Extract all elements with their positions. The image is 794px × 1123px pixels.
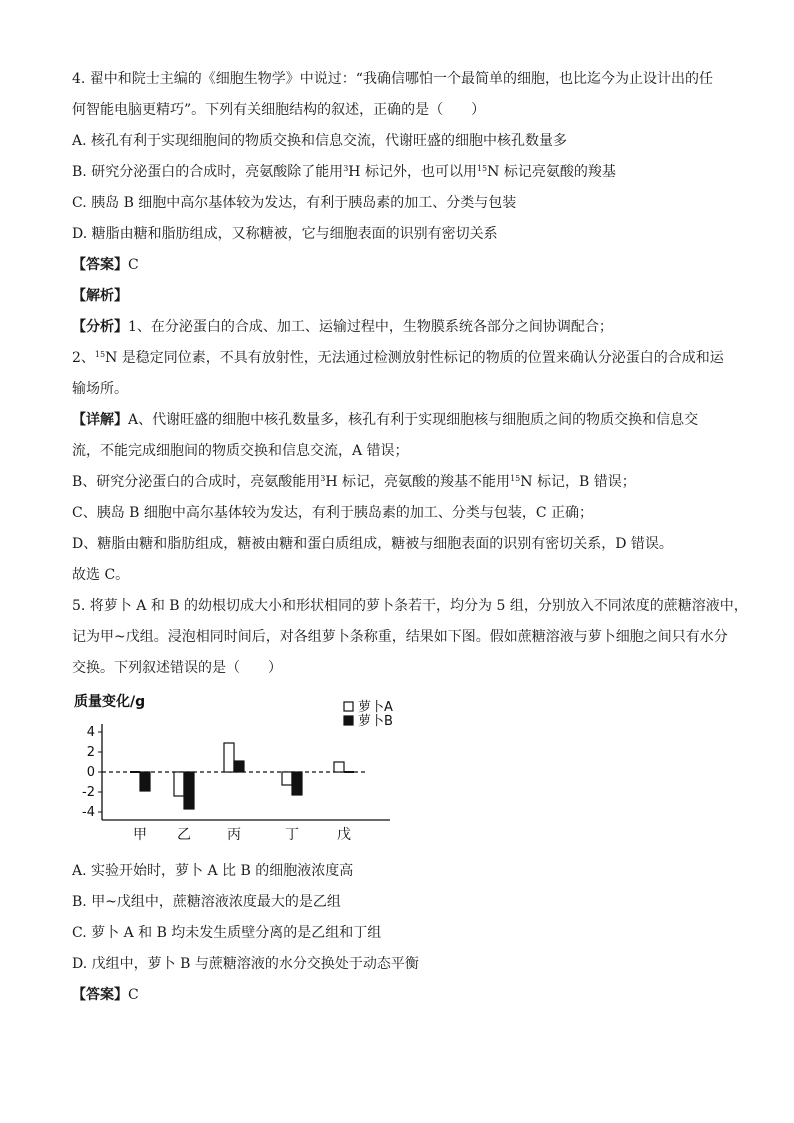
fenxi-tag: 【分析】 — [72, 319, 128, 335]
y-tick-label: 0 — [86, 765, 95, 780]
q4-option-b — [72, 157, 732, 188]
bar-b — [234, 761, 244, 772]
analysis-tag: 【解析】 — [72, 288, 128, 304]
q4-option-b-sup-2: 15 — [476, 164, 488, 173]
q4-option-d: D. 糖脂由糖和脂肪组成，又称糖被，它与细胞表面的识别有密切关系 — [72, 226, 498, 242]
bar-b — [292, 772, 302, 795]
legend-label: 萝卜B — [358, 714, 393, 729]
q5-option-b: B. 甲~戊组中，蔗糖溶液浓度最大的是乙组 — [72, 894, 341, 910]
xiangjie-b-mid: H 标记，亮氨酸的羧基不能用 — [325, 474, 511, 490]
q4-option-b-sup-1: 3 — [343, 164, 349, 173]
q4-stem-line-1: 4. 翟中和院士主编的《细胞生物学》中说过：“我确信哪怕一个最简单的细胞，也比迄今为止设计出的任 — [72, 71, 713, 87]
q5-option-a: A. 实验开始时，萝卜 A 比 B 的细胞液浓度高 — [72, 863, 354, 879]
legend-swatch — [344, 702, 353, 711]
bar-b — [184, 772, 194, 809]
q4-fenxi-2a — [72, 343, 732, 374]
fenxi-text-1: 1、在分泌蛋白的合成、加工、运输过程中，生物膜系统各部分之间协调配合； — [128, 319, 613, 335]
q5-stem-line-2: 记为甲~戊组。浸泡相同时间后，对各组萝卜条称重，结果如下图。假如蔗糖溶液与萝卜细胞之间只有水分 — [72, 629, 728, 645]
chart-svg — [72, 692, 412, 852]
answer-tag: 【答案】 — [72, 257, 128, 273]
x-category-label: 乙 — [177, 827, 191, 843]
q4-answer — [72, 250, 732, 281]
q4-xiangjie-d: D、糖脂由糖和脂肪组成，糖被由糖和蛋白质组成，糖被与细胞表面的识别有密切关系，D 错误。 — [72, 536, 673, 552]
bar-a — [174, 772, 184, 796]
legend-swatch — [344, 716, 353, 725]
answer-tag: 【答案】 — [72, 987, 128, 1003]
mass-change-chart — [72, 692, 732, 852]
document-page — [72, 64, 748, 1011]
q4-fenxi-2b: 输场所。 — [72, 381, 128, 397]
q5-stem-line-1: 5. 将萝卜 A 和 B 的幼根切成大小和形状相同的萝卜条若干，均分为 5 组，分别放入不同浓度的蔗糖溶液中， — [72, 598, 748, 614]
answer-value: C — [128, 987, 139, 1003]
q4-option-c: C. 胰岛 B 细胞中高尔基体较为发达，有利于胰岛素的加工、分类与包装 — [72, 195, 517, 211]
xiangjie-b-post: N 标记，B 错误； — [520, 474, 636, 490]
x-category-label: 甲 — [133, 827, 147, 843]
q4-xiangjie-b — [72, 467, 732, 498]
y-tick-label: -2 — [82, 785, 95, 800]
fenxi-2-sup: 15 — [94, 350, 106, 359]
y-tick-label: 2 — [86, 745, 95, 760]
q4-fenxi-1 — [72, 312, 732, 343]
fenxi-2-text: N 是稳定同位素，不具有放射性，无法通过检测放射性标记的物质的位置来确认分泌蛋白的合成和运 — [105, 350, 724, 366]
bar-b — [140, 772, 150, 791]
bar-a — [224, 743, 234, 772]
q4-option-b-mid: H 标记外，也可以用 — [348, 164, 477, 180]
q4-conclusion: 故选 C。 — [72, 567, 130, 583]
y-tick-label: -4 — [82, 805, 95, 820]
q4-xiangjie-a2: 流，不能完成细胞间的物质交换和信息交流，A 错误； — [72, 443, 409, 459]
xiangjie-b-sup-1: 3 — [320, 474, 326, 483]
xiangjie-a1-text: A、代谢旺盛的细胞中核孔数量多，核孔有利于实现细胞核与细胞质之间的物质交换和信息交 — [128, 412, 699, 428]
q4-analysis-heading — [72, 281, 732, 312]
q5-stem-line-3: 交换。下列叙述错误的是（ ） — [72, 660, 282, 676]
q4-option-b-post: N 标记亮氨酸的羧基 — [487, 164, 616, 180]
q4-option-a: A. 核孔有利于实现细胞间的物质交换和信息交流，代谢旺盛的细胞中核孔数量多 — [72, 133, 568, 149]
x-category-label: 戊 — [337, 827, 351, 843]
fenxi-2-pre: 2、 — [72, 350, 95, 366]
q4-stem-line-2: 何智能电脑更精巧”。下列有关细胞结构的叙述，正确的是（ ） — [72, 102, 486, 118]
q4-xiangjie-a1 — [72, 405, 732, 436]
q5-answer — [72, 980, 732, 1011]
xiangjie-tag: 【详解】 — [72, 412, 128, 428]
x-category-label: 丁 — [285, 827, 299, 843]
q4-xiangjie-c: C、胰岛 B 细胞中高尔基体较为发达，有利于胰岛素的加工、分类与包装，C 正确； — [72, 505, 594, 521]
legend-label: 萝卜A — [358, 700, 393, 715]
bar-a — [282, 772, 292, 785]
y-tick-label: 4 — [86, 725, 95, 740]
xiangjie-b-sup-2: 15 — [510, 474, 521, 483]
q5-option-d: D. 戊组中，萝卜 B 与蔗糖溶液的水分交换处于动态平衡 — [72, 956, 419, 972]
q5-option-c: C. 萝卜 A 和 B 均未发生质壁分离的是乙组和丁组 — [72, 925, 382, 941]
y-axis-label: 质量变化/g — [74, 694, 146, 710]
x-category-label: 丙 — [227, 827, 241, 843]
answer-value: C — [128, 257, 139, 273]
q4-option-b-pre: B. 研究分泌蛋白的合成时，亮氨酸除了能用 — [72, 164, 344, 180]
bar-a — [334, 762, 344, 772]
xiangjie-b-pre: B、研究分泌蛋白的合成时，亮氨酸能用 — [72, 474, 321, 490]
